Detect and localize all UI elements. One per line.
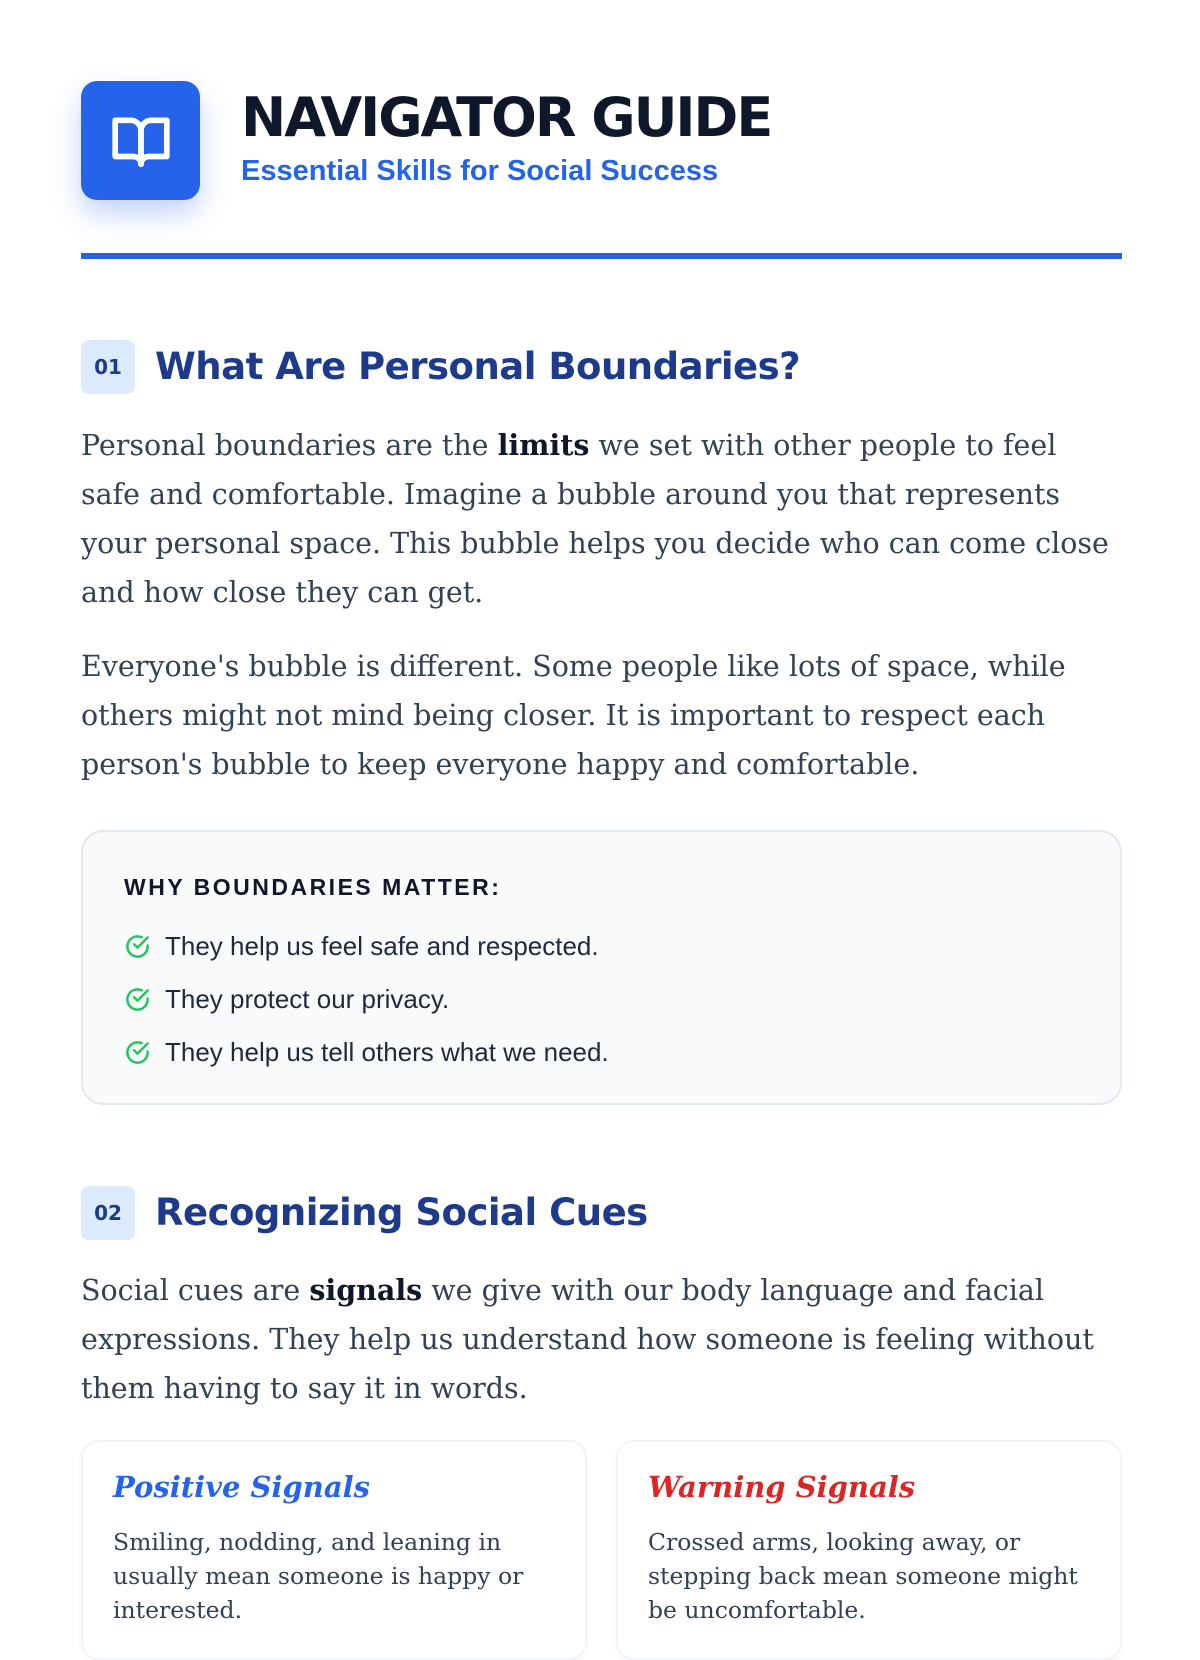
open-book-icon xyxy=(110,110,172,172)
social-cues-paragraph: Social cues are signals we give with our body language and facial expressions. They help us understand how someone is feeling without them having to say it in words. xyxy=(81,1273,1094,1405)
section-title: Recognizing Social Cues xyxy=(155,1191,648,1234)
logo xyxy=(81,81,200,200)
bold-term: signals xyxy=(309,1273,423,1307)
check-circle-icon xyxy=(124,933,151,960)
header xyxy=(81,81,1122,261)
boundaries-paragraph-1: Personal boundaries are the limits we set with other people to feel safe and comfortable. Imagine a bubble around you that represents your personal space. This bubble helps you decide who can come close and how close they can get. xyxy=(81,428,1109,609)
card-text: Smiling, nodding, and leaning in usually mean someone is happy or interested. xyxy=(113,1528,524,1624)
callout-title: WHY BOUNDARIES MATTER: xyxy=(124,874,502,900)
page-title: NAVIGATOR GUIDE xyxy=(241,86,772,149)
boundaries-paragraph-2: Everyone's bubble is different. Some people like lots of space, while others might not mind being closer. It is important to respect each person's bubble to keep everyone happy and comfortable. xyxy=(81,650,1066,781)
section-header-social-cues xyxy=(81,1186,1122,1240)
section-number-badge: 02 xyxy=(81,1186,135,1240)
header-divider xyxy=(81,253,1122,259)
benefits-list xyxy=(124,920,609,1079)
card-title: Positive Signals xyxy=(113,1470,370,1504)
why-boundaries-callout xyxy=(81,830,1122,1105)
section-header-boundaries xyxy=(81,340,1122,394)
card-text: Crossed arms, looking away, or stepping back mean someone might be uncomfortable. xyxy=(648,1528,1078,1624)
list-item: They protect our privacy. xyxy=(124,973,609,1026)
card-title: Warning Signals xyxy=(648,1470,916,1504)
positive-signals-card xyxy=(81,1440,587,1660)
page-subtitle: Essential Skills for Social Success xyxy=(241,155,719,187)
list-item: They help us feel safe and respected. xyxy=(124,920,609,973)
section-title: What Are Personal Boundaries? xyxy=(155,345,801,388)
warning-signals-card xyxy=(616,1440,1122,1660)
check-circle-icon xyxy=(124,1039,151,1066)
check-circle-icon xyxy=(124,986,151,1013)
bold-term: limits xyxy=(497,428,590,462)
list-item: They help us tell others what we need. xyxy=(124,1026,609,1079)
section-number-badge: 01 xyxy=(81,340,135,394)
